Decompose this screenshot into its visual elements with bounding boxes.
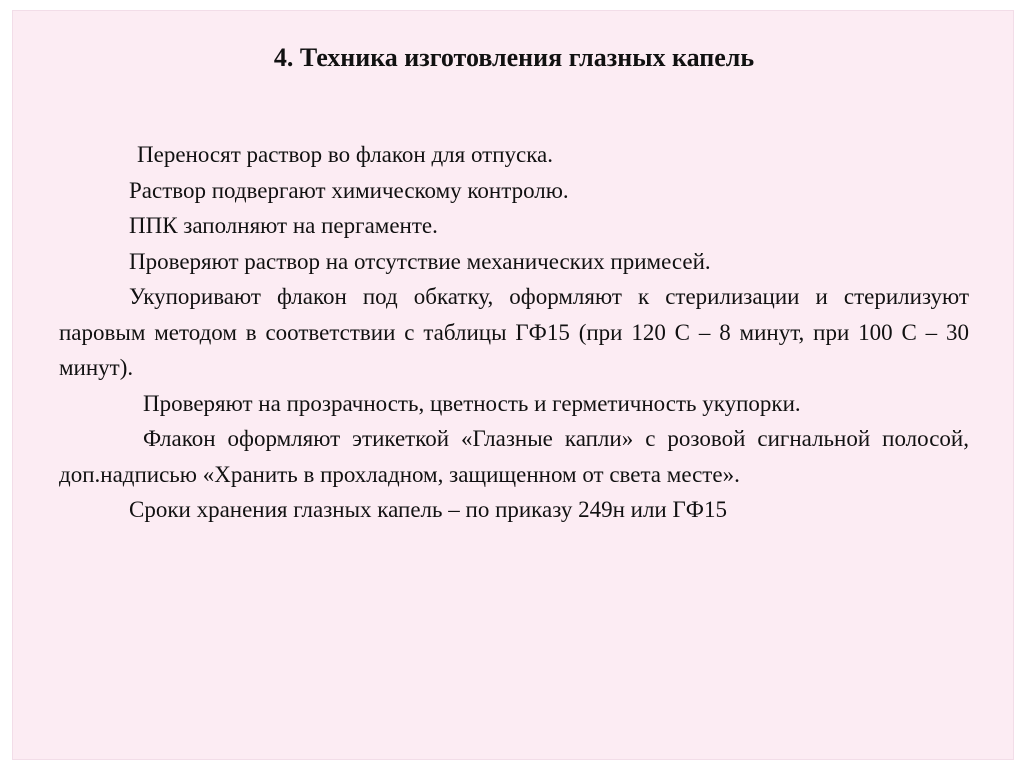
slide-body: [59, 137, 969, 528]
slide: [12, 10, 1014, 760]
paragraph-ppk: ППК заполняют на пергаменте.: [129, 213, 438, 238]
paragraph-mechanical-impurities: Проверяют раствор на отсутствие механических примесей.: [129, 248, 711, 274]
slide-title: 4. Техника изготовления глазных капель: [273, 43, 755, 72]
paragraph-transfer: Переносят раствор во флакон для отпуска.: [137, 142, 554, 167]
paragraph-chemical-control: Раствор подвергают химическому контролю.: [129, 177, 569, 203]
paragraph-sterilization: Укупоривают флакон под обкатку, оформляют к стерилизации и стерилизуют паровым методом в соответствии с таблицы ГФ15 (при 120 С – 8 минут, при 100 С – 30 минут).: [59, 284, 969, 380]
paragraph-transparency-check: Проверяют на прозрачность, цветность и герметичность укупорки.: [143, 390, 801, 416]
paragraph-labeling: Флакон оформляют этикеткой «Глазные капли» с розовой сигнальной полосой, доп.надписью «Хранить в прохладном, защищенном от света месте».: [59, 426, 969, 487]
paragraph-storage-terms: Сроки хранения глазных капель – по приказу 249н или ГФ15: [129, 497, 727, 522]
